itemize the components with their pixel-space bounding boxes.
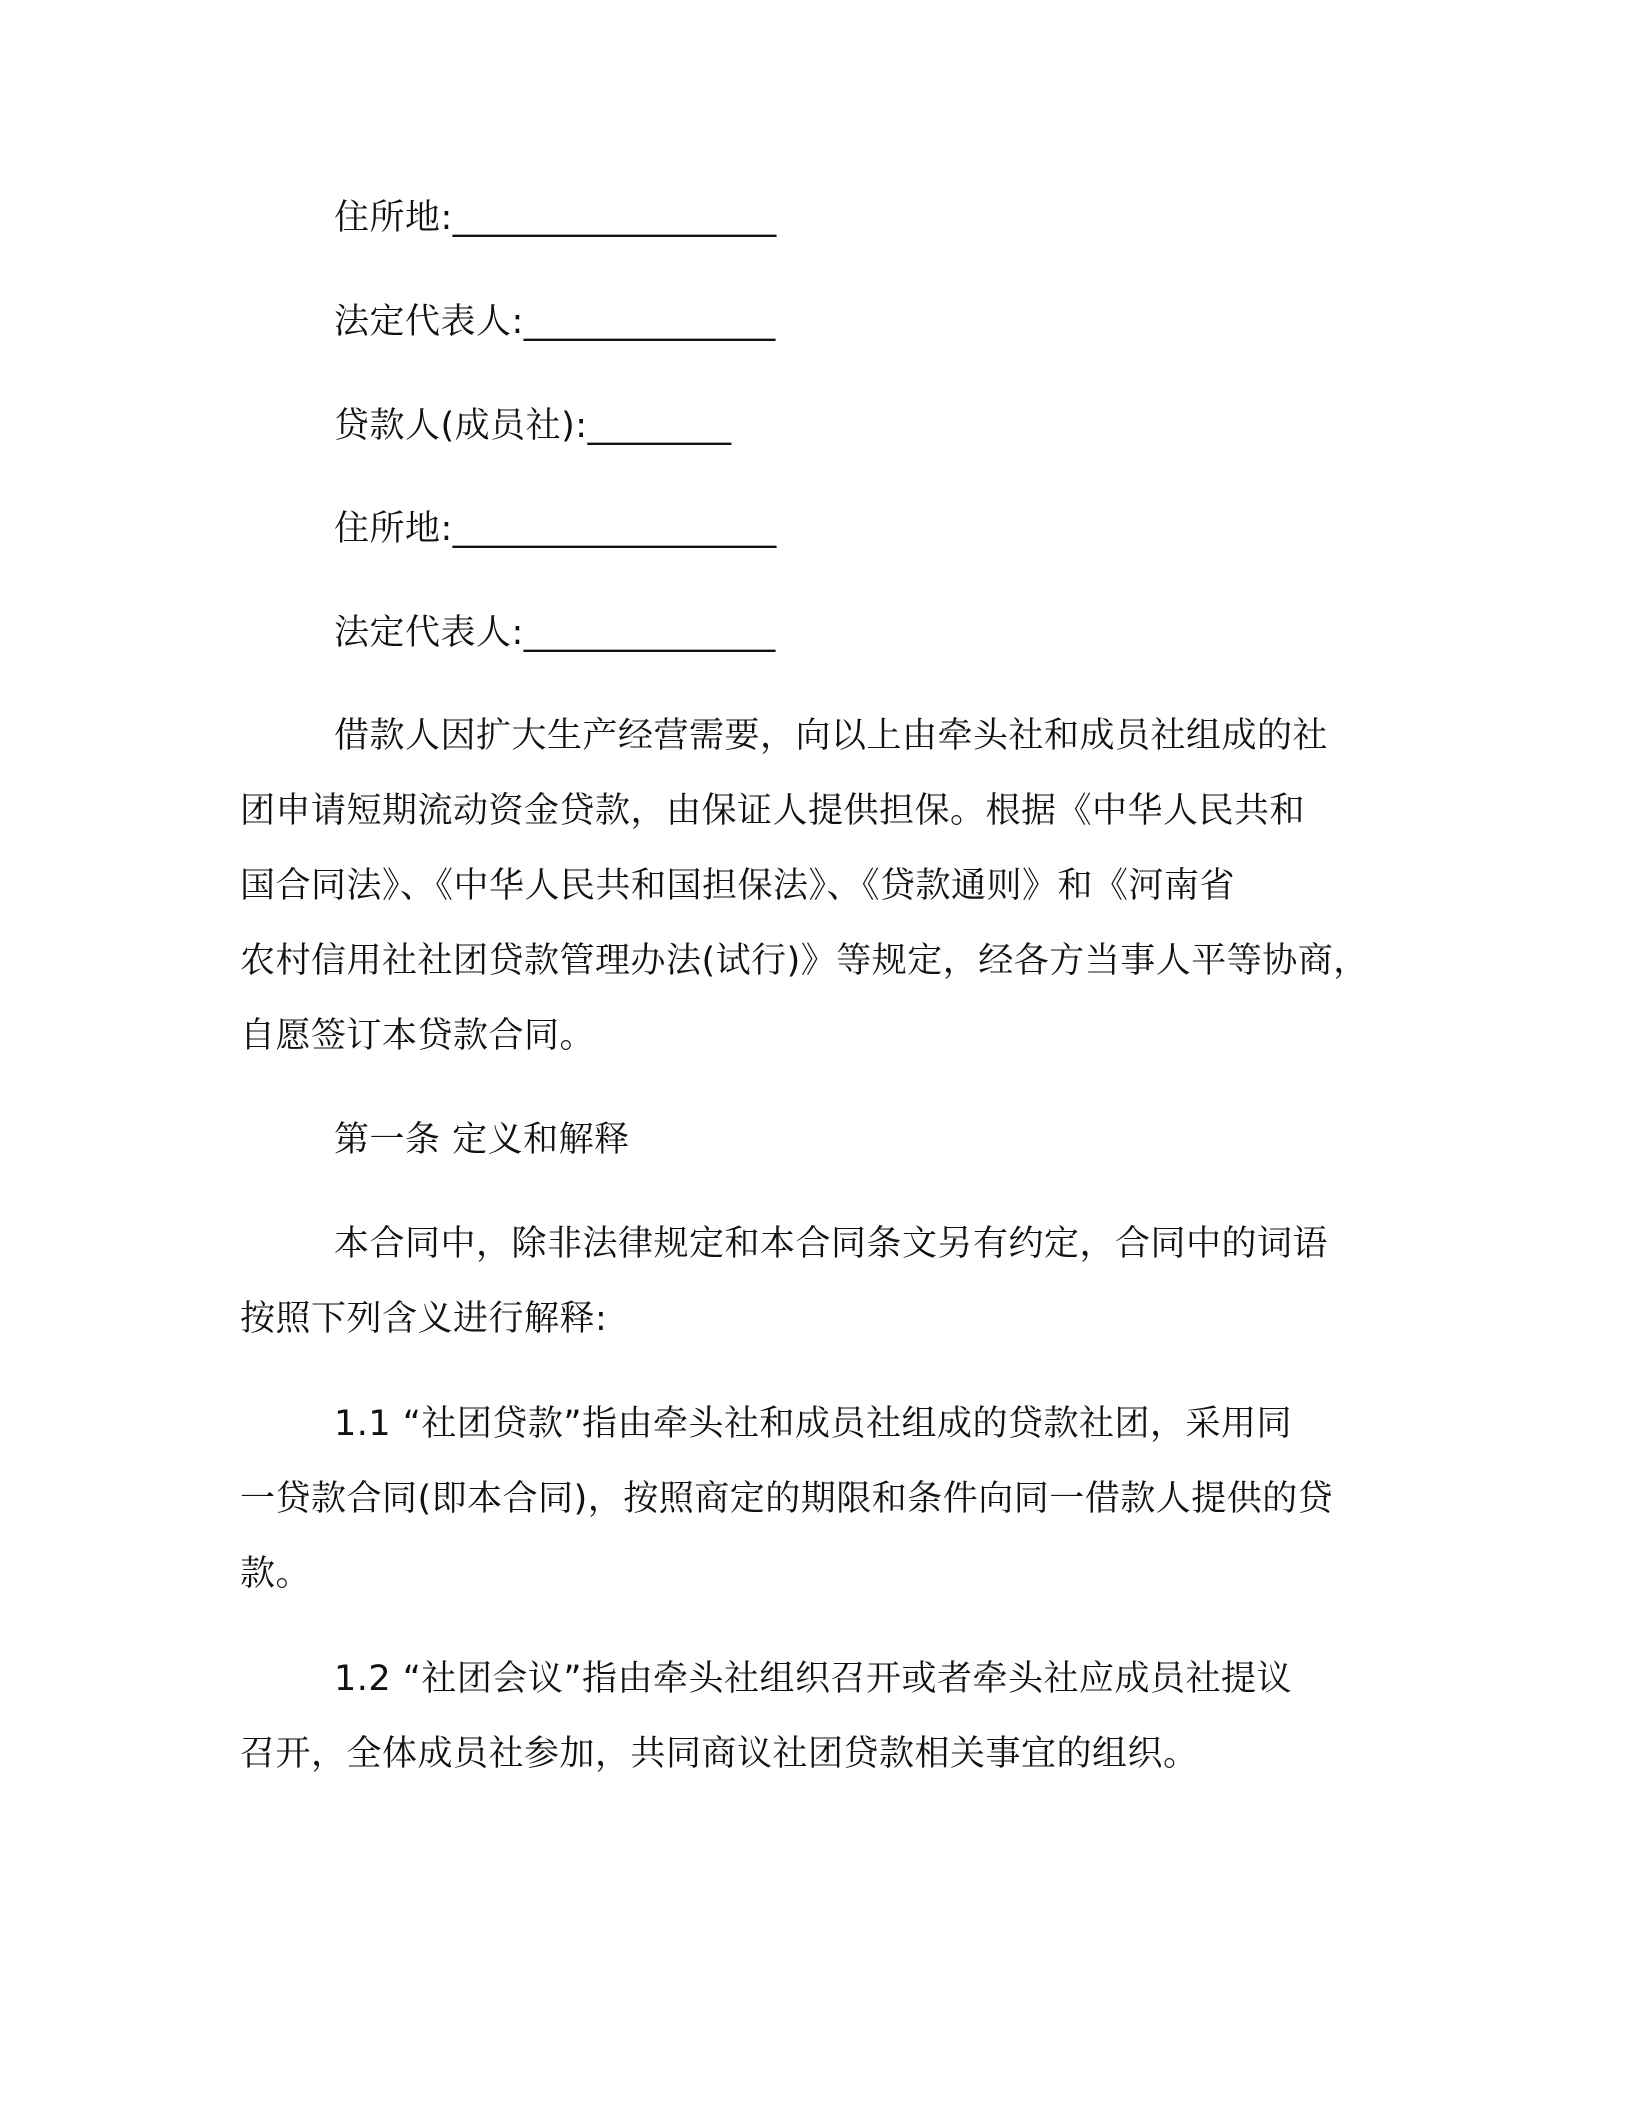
article-1-line: 本合同中，除非法律规定和本合同条文另有约定，合同中的词语 [334, 1224, 1329, 1264]
intro-line: 团申请短期流动资金贷款，由保证人提供担保。根据《中华人民共和 [240, 791, 1306, 831]
field-legal-representative-2: 法定代表人:______________ [334, 613, 776, 653]
clause-1-1-line: 款。 [240, 1554, 312, 1594]
field-lender-member: 贷款人(成员社):________ [334, 406, 732, 446]
clause-1-1-line: 1.1 “社团贷款”指由牵头社和成员社组成的贷款社团，采用同 [334, 1404, 1293, 1444]
field-address-2: 住所地:__________________ [334, 509, 777, 549]
clause-1-2-line: 1.2 “社团会议”指由牵头社组织召开或者牵头社应成员社提议 [334, 1659, 1293, 1699]
intro-line: 自愿签订本贷款合同。 [240, 1016, 596, 1056]
article-1-heading: 第一条 定义和解释 [334, 1120, 630, 1160]
article-1-line: 按照下列含义进行解释: [240, 1299, 608, 1339]
clause-1-1-line: 一贷款合同(即本合同)，按照商定的期限和条件向同一借款人提供的贷 [240, 1479, 1334, 1519]
intro-line: 农村信用社社团贷款管理办法(试行)》等规定，经各方当事人平等协商， [240, 941, 1369, 981]
field-legal-representative-1: 法定代表人:______________ [334, 302, 776, 342]
intro-line: 借款人因扩大生产经营需要，向以上由牵头社和成员社组成的社 [334, 716, 1329, 756]
intro-line: 国合同法》、《中华人民共和国担保法》、《贷款通则》和《河南省 [240, 866, 1236, 906]
field-address-1: 住所地:__________________ [334, 198, 777, 238]
clause-1-2-line: 召开，全体成员社参加，共同商议社团贷款相关事宜的组织。 [240, 1734, 1199, 1774]
